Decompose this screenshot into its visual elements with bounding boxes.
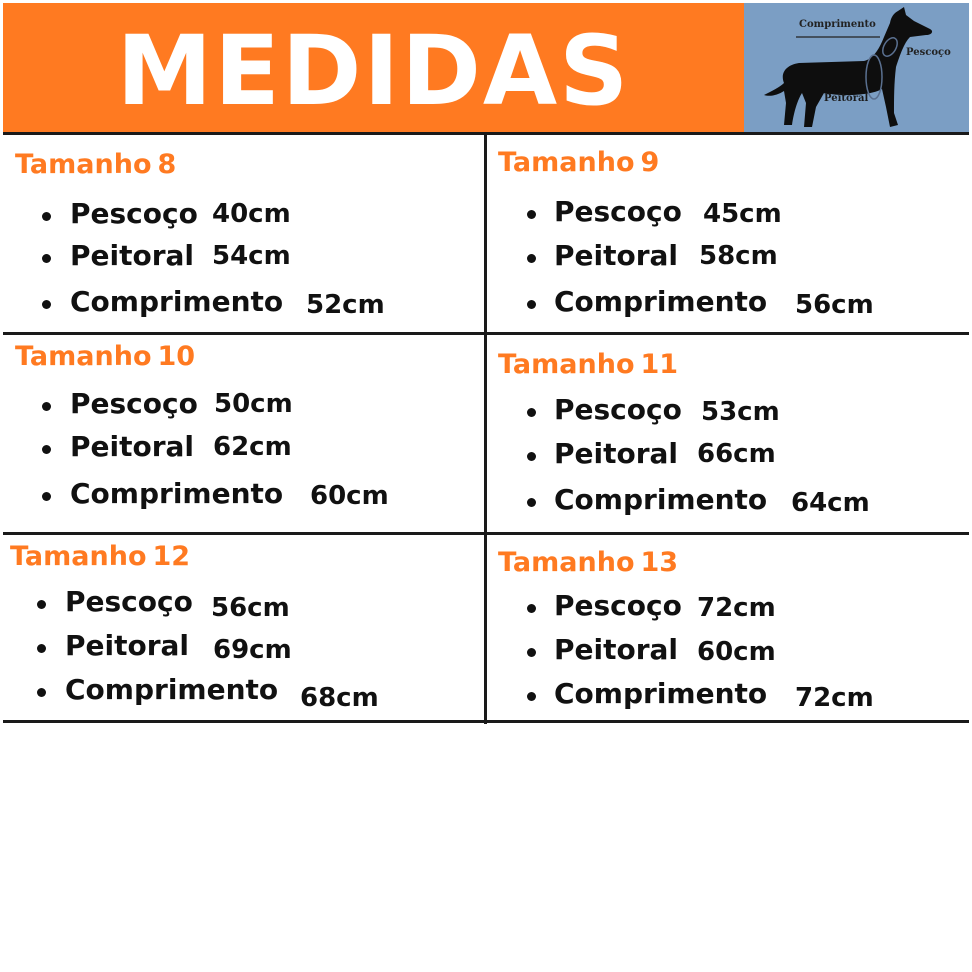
bullet-icon	[527, 408, 536, 417]
measure-label: Pescoço	[70, 197, 198, 230]
measure-value: 53cm	[701, 397, 780, 427]
header-banner	[3, 3, 969, 132]
size-title	[498, 147, 659, 178]
length-label: Comprimento	[799, 19, 876, 30]
bullet-icon	[527, 498, 536, 507]
measure-value: 60cm	[310, 481, 389, 511]
size-title-label: Tamanho	[498, 547, 635, 578]
size-number: 10	[157, 341, 196, 372]
bullet-icon	[42, 300, 51, 309]
measure-label: Pescoço	[554, 195, 682, 228]
measure-value: 45cm	[703, 199, 782, 229]
measure-label: Pescoço	[554, 589, 682, 622]
measure-label: Peitoral	[554, 437, 679, 470]
measure-value: 62cm	[213, 432, 292, 462]
bullet-icon	[527, 604, 536, 613]
size-title-label: Tamanho	[498, 147, 635, 178]
measure-value: 72cm	[697, 593, 776, 623]
size-title-label: Tamanho	[15, 341, 152, 372]
size-title	[498, 349, 678, 380]
size-card	[0, 535, 470, 720]
bullet-icon	[527, 648, 536, 657]
size-title-label: Tamanho	[10, 541, 147, 572]
bullet-icon	[527, 452, 536, 461]
measure-label: Peitoral	[554, 633, 679, 666]
measure-value: 56cm	[795, 290, 874, 320]
bullet-icon	[527, 210, 536, 219]
measure-value: 66cm	[697, 439, 776, 469]
measure-label: Comprimento	[65, 673, 279, 706]
measure-label: Comprimento	[554, 483, 768, 516]
measure-label: Comprimento	[70, 477, 284, 510]
measure-label: Pescoço	[70, 387, 198, 420]
size-title-label: Tamanho	[15, 149, 152, 180]
measure-label: Peitoral	[70, 239, 195, 272]
title-banner	[3, 3, 744, 132]
size-number: 9	[640, 147, 660, 178]
size-card	[487, 335, 957, 532]
measure-label: Pescoço	[554, 393, 682, 426]
measure-label: Comprimento	[554, 677, 768, 710]
size-number: 12	[152, 541, 191, 572]
measure-value: 60cm	[697, 637, 776, 667]
measure-label: Comprimento	[70, 285, 284, 318]
bullet-icon	[42, 254, 51, 263]
measure-label: Peitoral	[554, 239, 679, 272]
size-card	[487, 535, 957, 720]
bullet-icon	[37, 644, 46, 653]
bullet-icon	[42, 445, 51, 454]
measure-value: 56cm	[211, 593, 290, 623]
size-card	[0, 335, 470, 532]
measure-value: 50cm	[214, 389, 293, 419]
measure-label: Pescoço	[65, 585, 193, 618]
bullet-icon	[42, 402, 51, 411]
size-number: 13	[640, 547, 679, 578]
size-card	[487, 135, 957, 332]
bullet-icon	[527, 254, 536, 263]
size-title-label: Tamanho	[498, 349, 635, 380]
measure-value: 58cm	[699, 241, 778, 271]
bullet-icon	[42, 492, 51, 501]
size-title	[15, 341, 195, 372]
measure-value: 40cm	[212, 199, 291, 229]
measure-label: Peitoral	[70, 430, 195, 463]
size-number: 8	[157, 149, 177, 180]
bullet-icon	[37, 600, 46, 609]
measure-value: 52cm	[306, 290, 385, 320]
measure-value: 64cm	[791, 488, 870, 518]
bullet-icon	[42, 212, 51, 221]
table-border-bottom	[3, 720, 969, 723]
measure-label: Comprimento	[554, 285, 768, 318]
measure-value: 68cm	[300, 683, 379, 713]
chest-label: Peitoral	[824, 93, 869, 104]
bullet-icon	[527, 300, 536, 309]
size-title	[10, 541, 190, 572]
bullet-icon	[527, 692, 536, 701]
size-title	[498, 547, 678, 578]
measure-value: 72cm	[795, 683, 874, 713]
size-title	[15, 149, 176, 180]
bullet-icon	[37, 688, 46, 697]
measure-value: 69cm	[213, 635, 292, 665]
page-title: MEDIDAS	[116, 14, 631, 127]
measure-label: Peitoral	[65, 629, 190, 662]
measure-value: 54cm	[212, 241, 291, 271]
dog-measurement-diagram	[744, 3, 969, 132]
size-card	[0, 135, 470, 332]
size-number: 11	[640, 349, 679, 380]
neck-label: Pescoço	[906, 47, 951, 58]
